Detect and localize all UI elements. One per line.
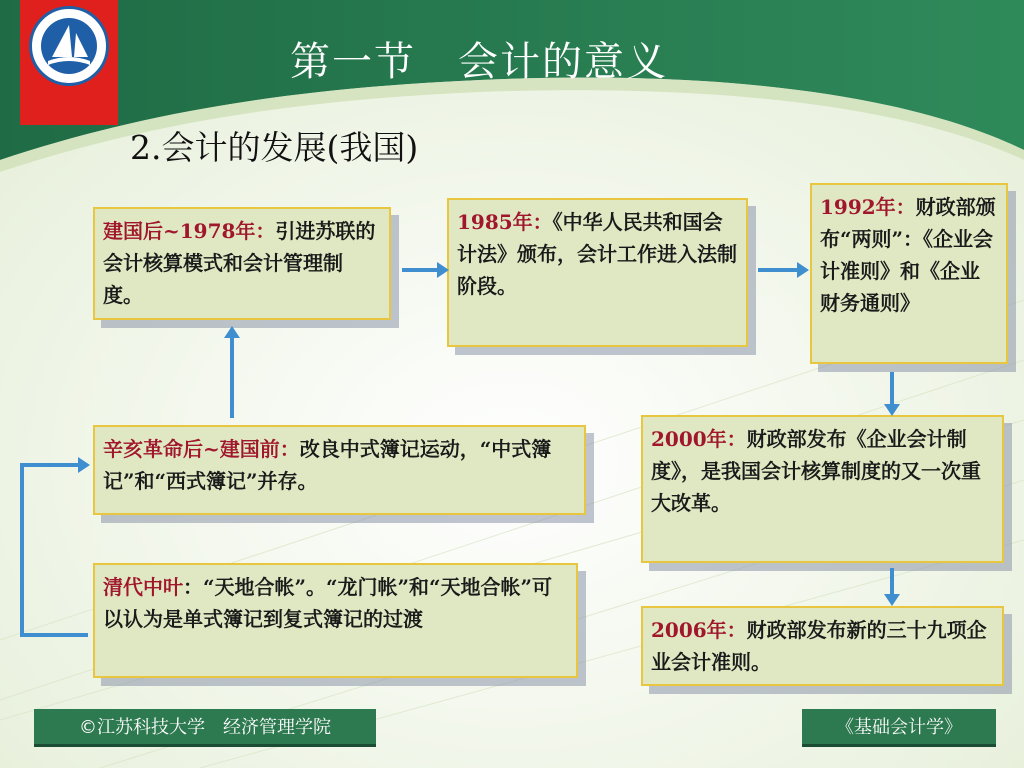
- box-year: 2000年：: [651, 427, 747, 451]
- box-year: 1985年：: [457, 210, 553, 234]
- box-text: 财政部颁布“两则”：《企业会计准则》和《企业财务通则》: [820, 195, 996, 315]
- box-text: 财政部发布新的三十九项企业会计准则。: [651, 618, 987, 674]
- box-text: 《中华人民共和国会计法》颁布，会计工作进入法制阶段。: [457, 210, 737, 298]
- box-year: 建国后~1978年：: [103, 219, 276, 243]
- box-text: 财政部发布《企业会计制度》，是我国会计核算制度的又一次重大改革。: [651, 427, 981, 515]
- footer-institution: ©江苏科技大学 经济管理学院: [34, 709, 376, 747]
- box-year: 辛亥革命后~建国前：: [103, 437, 300, 461]
- box-text: 改良中式簿记运动，“中式簿记”和“西式簿记”并存。: [103, 437, 552, 493]
- box-year: 1992年：: [820, 195, 916, 219]
- slide-subtitle: 2.会计的发展(我国): [130, 128, 419, 167]
- box-year: 2006年：: [651, 618, 747, 642]
- footer-course: 《基础会计学》: [802, 709, 996, 747]
- slide-title: 第一节 会计的意义: [290, 39, 668, 85]
- box-text: ：“天地合帐”。“龙门帐”和“天地合帐”可以认为是单式簿记到复式簿记的过渡: [103, 575, 553, 631]
- box-text: 引进苏联的会计核算模式和会计管理制度。: [103, 219, 376, 307]
- box-year: 清代中叶: [103, 575, 183, 599]
- connector-bracket: [22, 465, 88, 635]
